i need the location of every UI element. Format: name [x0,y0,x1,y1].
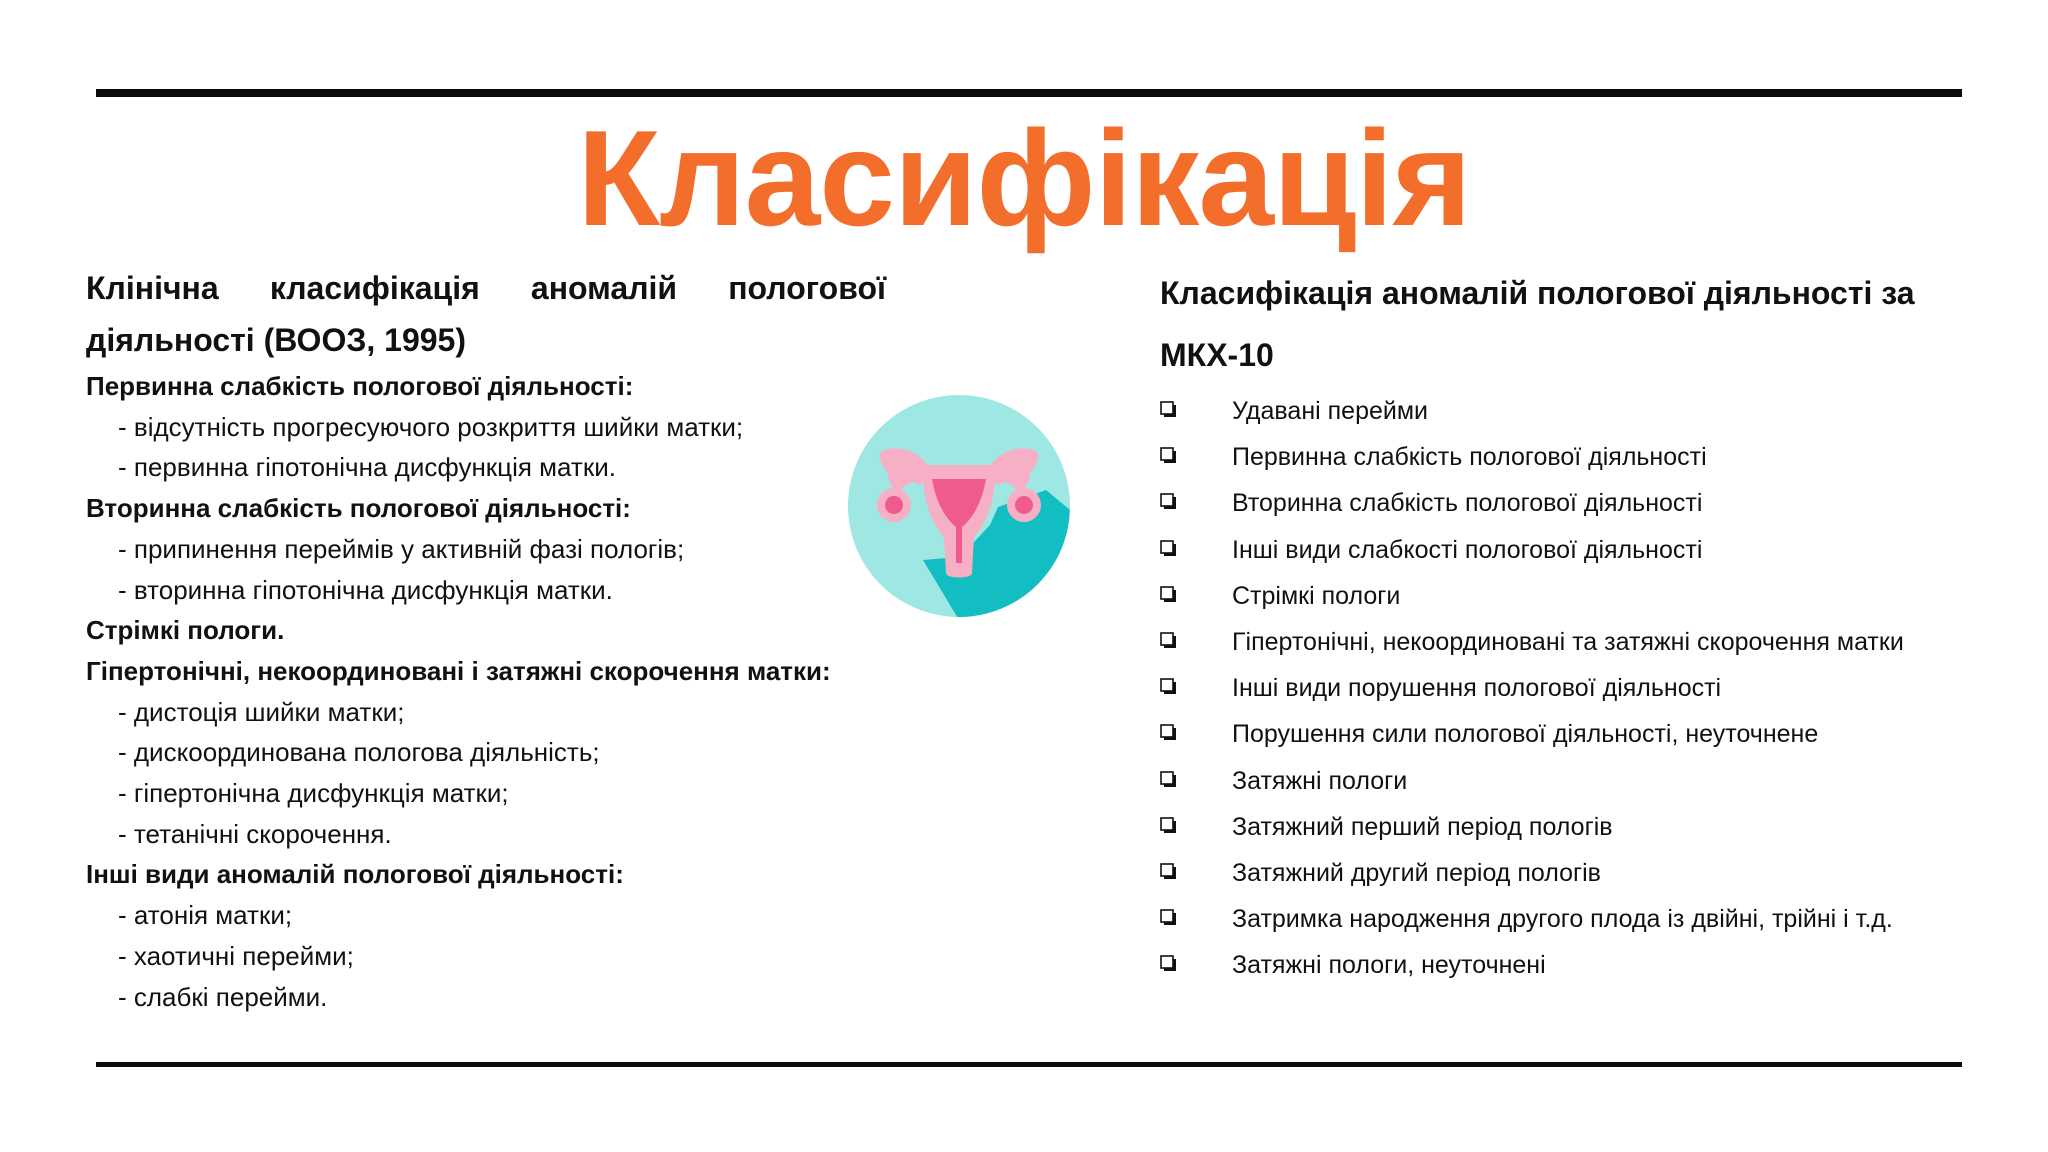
top-divider [96,89,1962,97]
icd10-list-item-label: Затяжні пологи, неуточнені [1232,951,1546,980]
icd10-list-item-label: Інші види слабкості пологової діяльності [1232,535,1703,564]
page-title: Класифікація [577,102,1471,254]
uterus-icon [848,395,1070,617]
icd10-list-item-label: Затяжні пологи [1232,766,1408,795]
checkbox-bullet-icon [1160,817,1177,834]
who-classification-section [86,262,886,1017]
classification-subitem: - вторинна гіпотонічна дисфункція матки. [118,574,613,605]
checkbox-bullet-icon [1160,909,1177,926]
classification-subitem: - первинна гіпотонічна дисфункція матки. [118,452,616,483]
icd10-list-item [1160,619,1990,665]
icd10-classification-section [1160,262,1990,989]
who-classification-list [86,366,886,1017]
checkbox-bullet-icon [1160,401,1177,418]
bottom-divider [96,1062,1962,1067]
checkbox-bullet-icon [1160,724,1177,741]
classification-category: Стрімкі пологи. [86,615,285,646]
icd10-list-item-label: Вторинна слабкість пологової діяльності [1232,489,1703,518]
icd10-list-item [1160,896,1990,942]
classification-category: Первинна слабкість пологової діяльності: [86,371,634,401]
icd10-list-item-label: Затримка народження другого плода із двійні, трійні і т.д. [1232,905,1893,934]
checkbox-bullet-icon [1160,771,1177,788]
icd10-classification-list [1160,388,1990,989]
checkbox-bullet-icon [1160,493,1177,510]
classification-category: Інші види аномалій пологової діяльності: [86,859,624,890]
icd10-list-item-label: Затяжний перший період пологів [1232,812,1613,841]
icd10-list-item-label: Гіпертонічні, некоординовані та затяжні скорочення матки [1232,628,1904,657]
icd10-list-item [1160,942,1990,988]
icd10-list-item-label: Удавані перейми [1232,397,1428,425]
classification-subitem: - атонія матки; [118,900,293,931]
icd10-list-item-label: Порушення сили пологової діяльності, неуточнене [1232,720,1819,749]
icd10-list-item [1160,665,1990,711]
icd10-list-item-label: Затяжний другий період пологів [1232,859,1601,888]
classification-subitem: - дискоординована пологова діяльність; [118,737,600,768]
checkbox-bullet-icon [1160,678,1177,695]
icd10-list-item-label: Інші види порушення пологової діяльності [1232,674,1722,703]
checkbox-bullet-icon [1160,632,1177,649]
classification-subitem: - відсутність прогресуючого розкриття шийки матки; [118,411,744,442]
checkbox-bullet-icon [1160,863,1177,880]
checkbox-bullet-icon [1160,540,1177,557]
icd10-list-item [1160,527,1990,573]
icd10-list-item [1160,804,1990,850]
icd10-list-item [1160,850,1990,896]
checkbox-bullet-icon [1160,955,1177,972]
classification-subitem: - тетанічні скорочення. [118,818,392,849]
icd10-list-item [1160,758,1990,804]
icd10-list-item-label: Первинна слабкість пологової діяльності [1232,443,1707,472]
classification-subitem: - слабкі перейми. [118,981,328,1012]
who-classification-heading: Клінічна класифікація аномалій пологової діяльності (ВООЗ, 1995) [86,270,886,358]
classification-subitem: - дистоція шийки матки; [118,696,405,727]
icd10-list-item [1160,434,1990,480]
classification-subitem: - гіпертонічна дисфункція матки; [118,778,509,809]
checkbox-bullet-icon [1160,586,1177,603]
icd10-classification-heading: Класифікація аномалій пологової діяльності за МКХ-10 [1160,275,1915,373]
classification-subitem: - хаотичні перейми; [118,940,354,971]
icd10-list-item [1160,480,1990,526]
classification-category: Гіпертонічні, некоординовані і затяжні скорочення матки: [86,655,831,686]
checkbox-bullet-icon [1160,447,1177,464]
icd10-list-item [1160,711,1990,757]
icd10-list-item [1160,388,1990,434]
icd10-list-item [1160,573,1990,619]
classification-subitem: - припинення переймів у активній фазі пологів; [118,533,685,564]
icd10-list-item-label: Стрімкі пологи [1232,581,1401,610]
classification-category: Вторинна слабкість пологової діяльності: [86,493,631,524]
